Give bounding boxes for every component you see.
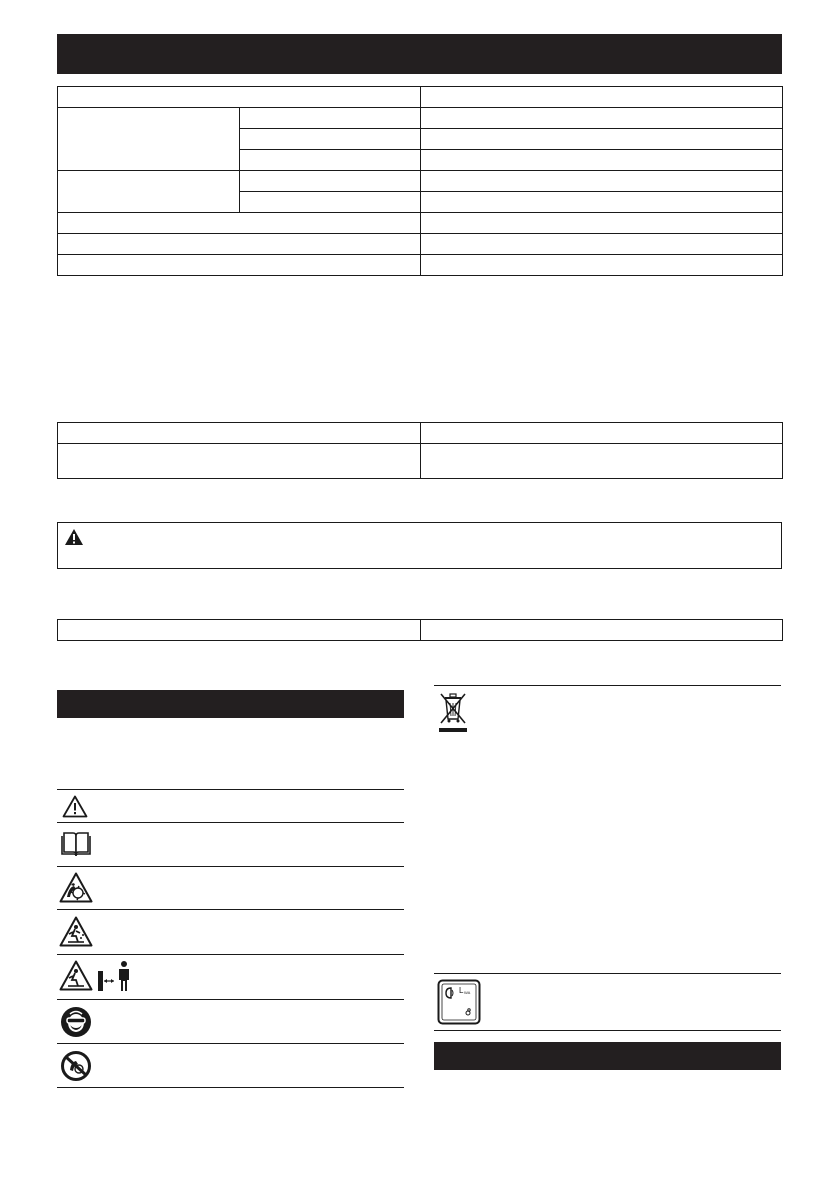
table-row <box>58 444 783 479</box>
noise-level-label-icon <box>436 978 482 1026</box>
table-cell <box>240 150 421 171</box>
dimension-table <box>57 422 783 479</box>
divider <box>57 789 404 790</box>
warning-box <box>57 522 782 569</box>
divider <box>57 909 404 910</box>
divider <box>57 1087 404 1088</box>
table-cell <box>421 444 783 479</box>
read-manual-icon <box>58 828 94 860</box>
table-cell <box>240 192 421 213</box>
divider <box>57 866 404 867</box>
caution-triangle-icon <box>60 793 90 820</box>
table-cell <box>58 444 421 479</box>
table-cell <box>421 234 783 255</box>
divider <box>57 822 404 823</box>
table-cell <box>421 150 783 171</box>
table-cell <box>58 423 421 444</box>
table-row <box>58 234 783 255</box>
divider <box>57 1043 404 1044</box>
table-cell <box>421 620 783 641</box>
table-cell <box>58 234 421 255</box>
table-cell <box>421 255 783 276</box>
table-cell <box>58 620 421 641</box>
table-cell <box>240 171 421 192</box>
keep-distance-bystanders-icon <box>58 958 138 994</box>
svg-text:WA: WA <box>464 990 471 995</box>
table-row <box>58 213 783 234</box>
rotating-blade-hazard-icon <box>58 870 94 904</box>
wear-eye-protection-icon <box>58 1004 94 1040</box>
table-row <box>58 620 783 641</box>
table-cell <box>240 108 421 129</box>
divider <box>434 685 781 686</box>
thrown-objects-hazard-icon <box>58 914 94 948</box>
table-row <box>58 108 783 129</box>
table-cell <box>421 171 783 192</box>
table-cell <box>58 171 240 213</box>
table-cell <box>58 108 240 171</box>
svg-text:L: L <box>459 986 464 995</box>
divider <box>57 954 404 955</box>
do-not-touch-blade-icon <box>58 1048 94 1084</box>
table-cell <box>421 129 783 150</box>
table-row <box>58 171 783 192</box>
table-cell <box>240 129 421 150</box>
table-cell <box>421 87 783 108</box>
table-row <box>58 255 783 276</box>
table-row <box>58 87 783 108</box>
divider <box>434 973 781 974</box>
section-heading-bar <box>434 1042 781 1070</box>
crossed-bin-icon <box>436 690 470 734</box>
table-cell <box>421 213 783 234</box>
specifications-table <box>57 86 783 276</box>
symbols-heading-bar <box>57 690 404 718</box>
table-cell <box>421 108 783 129</box>
divider <box>57 999 404 1000</box>
table-cell <box>58 255 421 276</box>
table-cell <box>421 192 783 213</box>
single-row-table <box>57 619 783 641</box>
table-cell <box>58 87 421 108</box>
page-heading-bar <box>57 34 782 74</box>
table-row <box>58 423 783 444</box>
warning-triangle-icon <box>65 529 83 545</box>
divider <box>434 1030 781 1031</box>
table-cell <box>421 423 783 444</box>
table-cell <box>58 213 421 234</box>
